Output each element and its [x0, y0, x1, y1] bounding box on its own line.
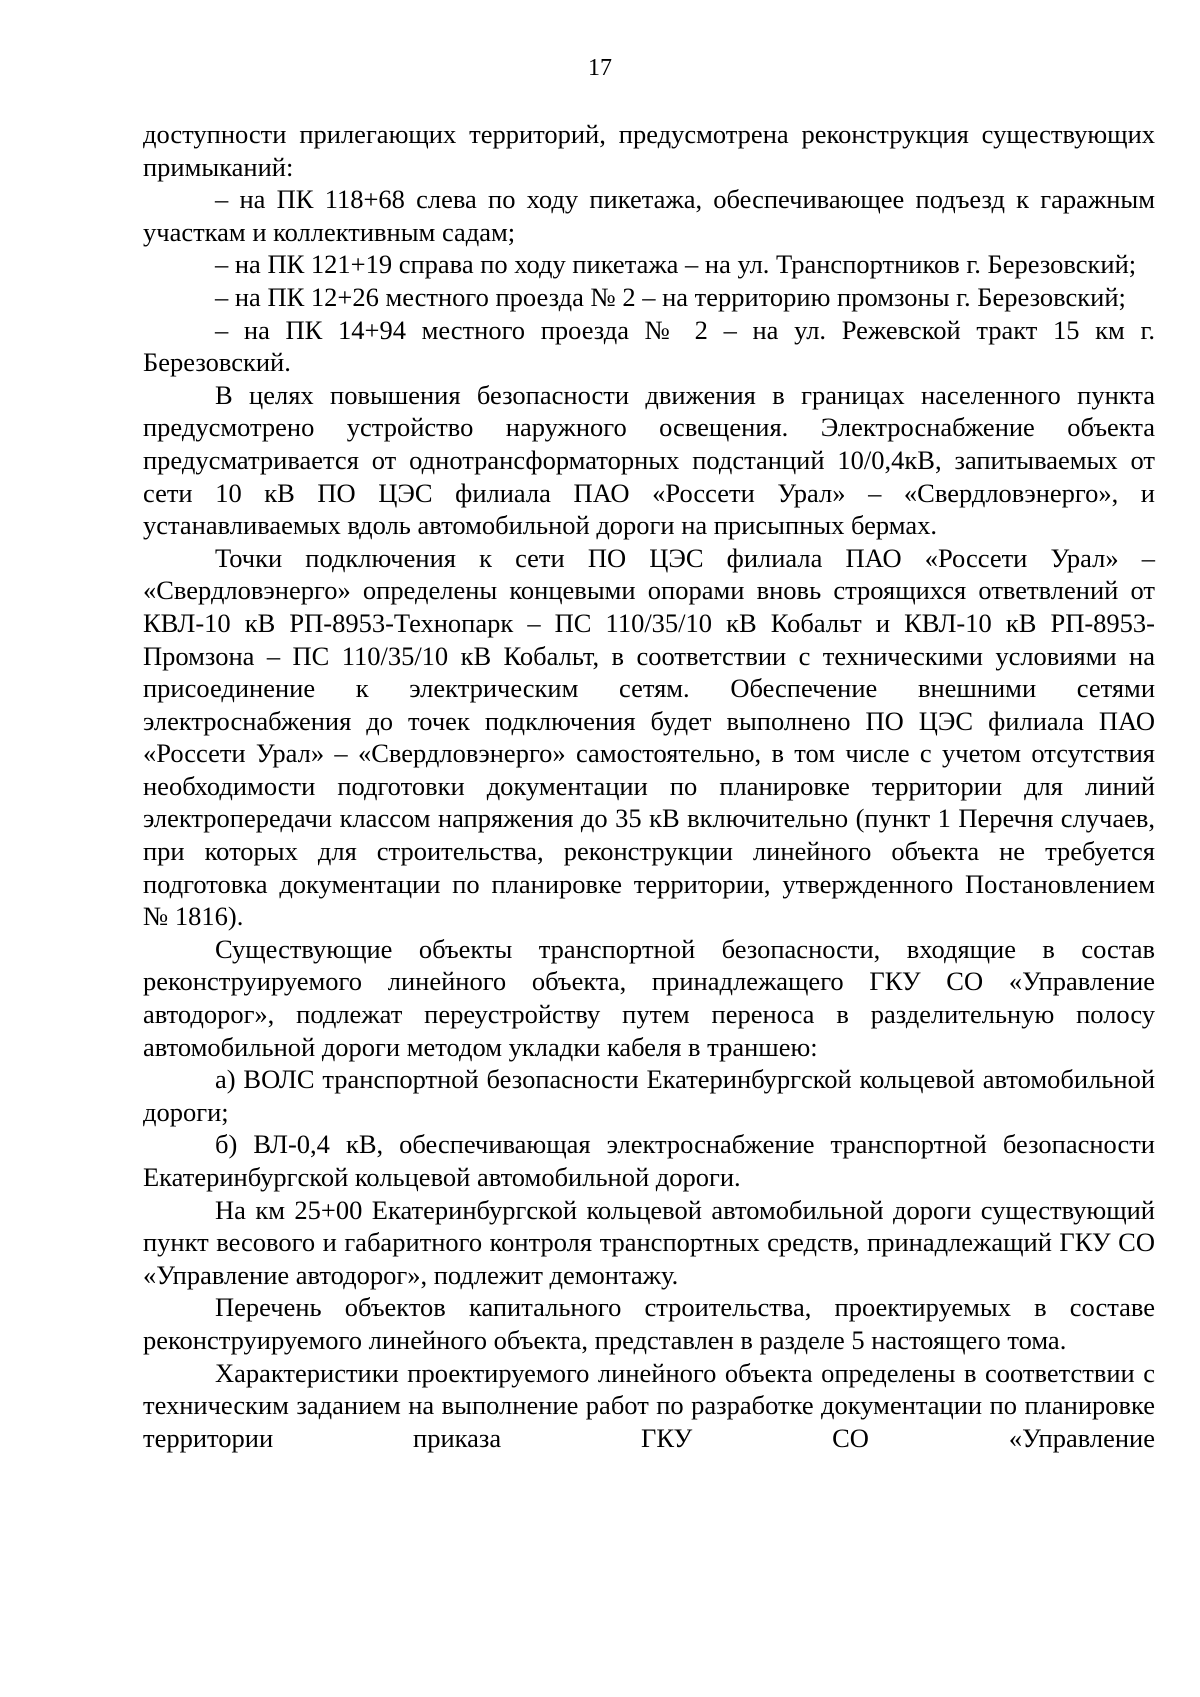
- list-item-a: а) ВОЛС транспортной безопасности Екатеринбургской кольцевой автомобильной дороги;: [143, 1064, 1155, 1127]
- paragraph-lighting: В целях повышения безопасности движения в границах населенного пункта предусмотрено устройство наружного освещения. Электроснабжение объекта предусматривается от однотрансформаторных подстанций 10/0,4кВ, запитываемых от сети 10 кВ ПО ЦЭС филиала ПАО «Россети Урал» – «Свердловэнерго», и устанавливаемых вдоль автомобильной дороги на присыпных бермах.: [143, 379, 1155, 541]
- paragraph-objects-list: Перечень объектов капитального строительства, проектируемых в составе реконструируемого линейного объекта, представлен в разделе 5 настоящего тома.: [143, 1292, 1155, 1355]
- paragraph-transport-security: Существующие объекты транспортной безопасности, входящие в состав реконструируемого линейного объекта, принадлежащего ГКУ СО «Управление автодорог», подлежат переустройству путем переноса в разделительную полосу автомобильной дороги методом укладки кабеля в траншею:: [143, 933, 1155, 1062]
- paragraph-continuation: доступности прилегающих территорий, предусмотрена реконструкция существующих примыканий:: [143, 119, 1155, 182]
- paragraph-junction-pk-12: – на ПК 12+26 местного проезда № 2 – на территорию промзоны г. Березовский;: [215, 281, 1126, 312]
- paragraph-connection-points: Точки подключения к сети ПО ЦЭС филиала ПАО «Россети Урал» – «Свердловэнерго» определены концевыми опорами вновь строящихся ответвлений от КВЛ-10 кВ РП-8953-Технопарк – ПС 110/35/10 кВ Кобальт и КВЛ-10 кВ РП-8953-Промзона – ПС 110/35/10 кВ Кобальт, в соответствии с техническими условиями на присоединение к электрическим сетям. Обеспечение внешними сетями электроснабжения до точек подключения будет выполнено ПО ЦЭС филиала ПАО «Россети Урал» – «Свердловэнерго» самостоятельно, в том числе с учетом отсутствия необходимости подготовки документации по планировке территории для линий электропередачи классом напряжения до 35 кВ включительно (пункт 1 Перечня случаев, при которых для строительства, реконструкции линейного объекта не требуется подготовка документации по планировке территории, утвержденного Постановлением № 1816).: [143, 542, 1155, 932]
- paragraph-characteristics: Характеристики проектируемого линейного объекта определены в соответствии с техническим заданием на выполнение работ по разработке документации по планировке территории приказа ГКУ СО «Управление: [143, 1357, 1155, 1453]
- paragraph-junction-pk-14: – на ПК 14+94 местного проезда № 2 – на ул. Режевской тракт 15 км г. Березовский.: [143, 314, 1155, 378]
- list-item-b: б) ВЛ-0,4 кВ, обеспечивающая электроснабжение транспортной безопасности Екатеринбургской кольцевой автомобильной дороги.: [143, 1129, 1155, 1192]
- document-body: [143, 118, 1155, 1454]
- paragraph-junction-pk-121: – на ПК 121+19 справа по ходу пикетажа – на ул. Транспортников г. Березовский;: [215, 249, 1137, 280]
- paragraph-junction-pk-118: – на ПК 118+68 слева по ходу пикетажа, обеспечивающее подъезд к гаражным участкам и коллективным садам;: [143, 184, 1155, 247]
- paragraph-weight-control: На км 25+00 Екатеринбургской кольцевой автомобильной дороги существующий пункт весового и габаритного контроля транспортных средств, принадлежащий ГКУ СО «Управление автодорог», подлежит демонтажу.: [143, 1194, 1155, 1290]
- page-number: 17: [588, 55, 612, 81]
